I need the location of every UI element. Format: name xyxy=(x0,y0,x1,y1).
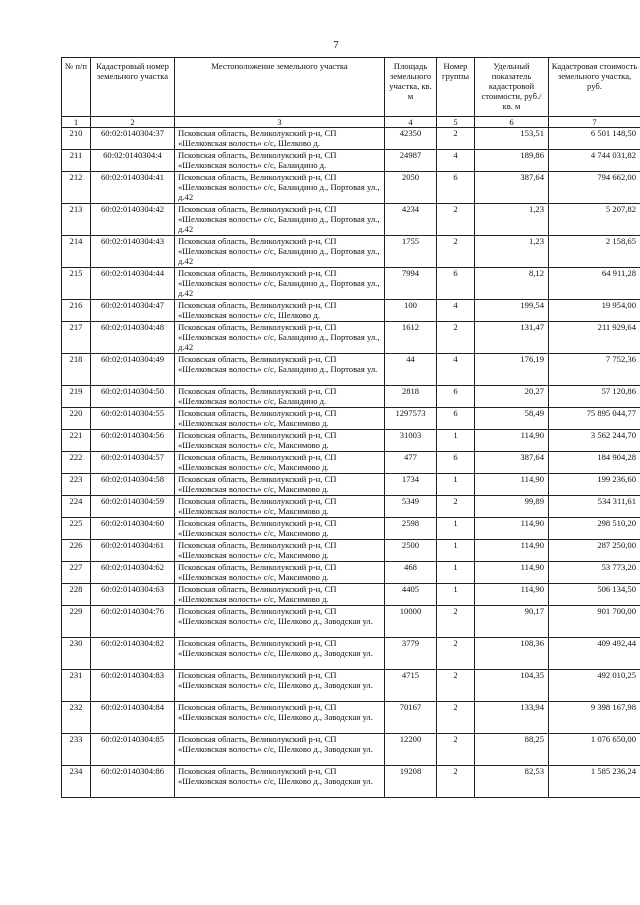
area: 468 xyxy=(385,562,437,584)
group-number: 2 xyxy=(437,638,475,670)
cadastral-cost: 3 562 244,70 xyxy=(549,430,640,452)
cadastral-number: 60:02:0140304:43 xyxy=(91,236,175,268)
unit-rate: 114,90 xyxy=(475,540,549,562)
cadastral-cost: 1 585 236,24 xyxy=(549,766,640,798)
unit-rate: 90,17 xyxy=(475,606,549,638)
row-number: 233 xyxy=(62,734,91,766)
group-number: 2 xyxy=(437,766,475,798)
group-number: 2 xyxy=(437,734,475,766)
unit-rate: 114,90 xyxy=(475,518,549,540)
area: 1734 xyxy=(385,474,437,496)
cadastral-cost: 57 120,86 xyxy=(549,386,640,408)
cadastral-cost: 287 250,00 xyxy=(549,540,640,562)
group-number: 2 xyxy=(437,702,475,734)
group-number: 4 xyxy=(437,300,475,322)
area: 24987 xyxy=(385,150,437,172)
cadastral-cost: 19 954,00 xyxy=(549,300,640,322)
unit-rate: 1,23 xyxy=(475,236,549,268)
header-unit-rate: Удельный показатель кадастровой стоимости, руб./кв. м xyxy=(475,58,549,117)
area: 1297573 xyxy=(385,408,437,430)
cadastral-cost: 298 510,20 xyxy=(549,518,640,540)
column-index-row xyxy=(62,117,640,128)
unit-rate: 387,64 xyxy=(475,452,549,474)
row-number: 227 xyxy=(62,562,91,584)
table-row xyxy=(62,584,640,606)
area: 7994 xyxy=(385,268,437,300)
location: Псковская область, Великолукский р-н, СП «Шелковская волость» с/с, Максимово д. xyxy=(175,496,385,518)
cadastral-cost: 1 076 650,00 xyxy=(549,734,640,766)
row-number: 226 xyxy=(62,540,91,562)
unit-rate: 114,90 xyxy=(475,430,549,452)
table-row xyxy=(62,518,640,540)
unit-rate: 99,89 xyxy=(475,496,549,518)
group-number: 2 xyxy=(437,670,475,702)
group-number: 2 xyxy=(437,128,475,150)
row-number: 221 xyxy=(62,430,91,452)
group-number: 2 xyxy=(437,322,475,354)
location: Псковская область, Великолукский р-н, СП «Шелковская волость» с/с, Шелково д., Заводская ул. xyxy=(175,702,385,734)
row-number: 215 xyxy=(62,268,91,300)
area: 31003 xyxy=(385,430,437,452)
location: Псковская область, Великолукский р-н, СП «Шелковская волость» с/с, Баландино д., Портовая ул., д.42 xyxy=(175,268,385,300)
location: Псковская область, Великолукский р-н, СП «Шелковская волость» с/с, Шелково д., Заводская ул. xyxy=(175,638,385,670)
cadastral-number: 60:02:0140304:85 xyxy=(91,734,175,766)
row-number: 211 xyxy=(62,150,91,172)
cadastral-cost: 2 158,65 xyxy=(549,236,640,268)
table-row xyxy=(62,540,640,562)
unit-rate: 104,35 xyxy=(475,670,549,702)
area: 10000 xyxy=(385,606,437,638)
cadastral-number: 60:02:0140304:83 xyxy=(91,670,175,702)
table-row xyxy=(62,496,640,518)
unit-rate: 199,54 xyxy=(475,300,549,322)
table-row xyxy=(62,204,640,236)
table-row xyxy=(62,268,640,300)
area: 42350 xyxy=(385,128,437,150)
column-index: 5 xyxy=(437,117,475,128)
cadastral-number: 60:02:0140304:55 xyxy=(91,408,175,430)
location: Псковская область, Великолукский р-н, СП «Шелковская волость» с/с, Баландино д., Портовая ул., д.42 xyxy=(175,204,385,236)
cadastral-cost: 184 904,28 xyxy=(549,452,640,474)
table-row xyxy=(62,300,640,322)
table-row xyxy=(62,128,640,150)
area: 4405 xyxy=(385,584,437,606)
group-number: 4 xyxy=(437,354,475,386)
unit-rate: 131,47 xyxy=(475,322,549,354)
location: Псковская область, Великолукский р-н, СП «Шелковская волость» с/с, Баландино д. xyxy=(175,386,385,408)
cadastral-number: 60:02:0140304:47 xyxy=(91,300,175,322)
cadastral-cost: 901 700,00 xyxy=(549,606,640,638)
area: 12200 xyxy=(385,734,437,766)
header-cadastral-cost: Кадастровая стоимость земельного участка, руб. xyxy=(549,58,640,117)
cadastral-number: 60:02:0140304:48 xyxy=(91,322,175,354)
table-row xyxy=(62,354,640,386)
table-row xyxy=(62,562,640,584)
location: Псковская область, Великолукский р-н, СП «Шелковская волость» с/с, Максимово д. xyxy=(175,452,385,474)
row-number: 234 xyxy=(62,766,91,798)
column-index: 6 xyxy=(475,117,549,128)
row-number: 212 xyxy=(62,172,91,204)
group-number: 2 xyxy=(437,204,475,236)
cadastral-cost: 75 895 044,77 xyxy=(549,408,640,430)
header-group: Номер группы xyxy=(437,58,475,117)
location: Псковская область, Великолукский р-н, СП «Шелковская волость» с/с, Максимово д. xyxy=(175,518,385,540)
unit-rate: 176,19 xyxy=(475,354,549,386)
unit-rate: 153,51 xyxy=(475,128,549,150)
row-number: 230 xyxy=(62,638,91,670)
area: 1755 xyxy=(385,236,437,268)
group-number: 2 xyxy=(437,236,475,268)
cadastral-number: 60:02:0140304:84 xyxy=(91,702,175,734)
table-row xyxy=(62,766,640,798)
cadastral-cost: 199 236,60 xyxy=(549,474,640,496)
cadastral-cost: 211 929,64 xyxy=(549,322,640,354)
cadastral-number: 60:02:0140304:44 xyxy=(91,268,175,300)
location: Псковская область, Великолукский р-н, СП «Шелковская волость» с/с, Баландино д. xyxy=(175,150,385,172)
location: Псковская область, Великолукский р-н, СП «Шелковская волость» с/с, Максимово д. xyxy=(175,430,385,452)
cadastral-number: 60:02:0140304:37 xyxy=(91,128,175,150)
unit-rate: 114,90 xyxy=(475,584,549,606)
location: Псковская область, Великолукский р-н, СП «Шелковская волость» с/с, Шелково д., Заводская ул. xyxy=(175,670,385,702)
location: Псковская область, Великолукский р-н, СП «Шелковская волость» с/с, Шелково д. xyxy=(175,300,385,322)
table-row xyxy=(62,150,640,172)
group-number: 6 xyxy=(437,268,475,300)
table-row xyxy=(62,408,640,430)
cadastral-cost: 794 662,00 xyxy=(549,172,640,204)
area: 44 xyxy=(385,354,437,386)
cadastral-number: 60:02:0140304:58 xyxy=(91,474,175,496)
land-valuation-table xyxy=(61,57,640,798)
location: Псковская область, Великолукский р-н, СП «Шелковская волость» с/с, Баландино д., Портовая ул., д.42 xyxy=(175,236,385,268)
row-number: 232 xyxy=(62,702,91,734)
row-number: 210 xyxy=(62,128,91,150)
cadastral-number: 60:02:0140304:42 xyxy=(91,204,175,236)
cadastral-cost: 7 752,36 xyxy=(549,354,640,386)
group-number: 6 xyxy=(437,408,475,430)
area: 5349 xyxy=(385,496,437,518)
area: 70167 xyxy=(385,702,437,734)
table-row xyxy=(62,670,640,702)
cadastral-number: 60:02:0140304:60 xyxy=(91,518,175,540)
cadastral-number: 60:02:0140304:62 xyxy=(91,562,175,584)
column-index: 1 xyxy=(62,117,91,128)
column-index: 4 xyxy=(385,117,437,128)
cadastral-number: 60:02:0140304:50 xyxy=(91,386,175,408)
table-row xyxy=(62,606,640,638)
location: Псковская область, Великолукский р-н, СП «Шелковская волость» с/с, Шелково д. xyxy=(175,128,385,150)
unit-rate: 108,36 xyxy=(475,638,549,670)
group-number: 6 xyxy=(437,386,475,408)
table-row xyxy=(62,734,640,766)
table-row xyxy=(62,452,640,474)
table-row xyxy=(62,430,640,452)
cadastral-number: 60:02:0140304:56 xyxy=(91,430,175,452)
location: Псковская область, Великолукский р-н, СП «Шелковская волость» с/с, Шелково д., Заводская ул. xyxy=(175,766,385,798)
location: Псковская область, Великолукский р-н, СП «Шелковская волость» с/с, Шелково д., Заводская ул. xyxy=(175,606,385,638)
row-number: 217 xyxy=(62,322,91,354)
location: Псковская область, Великолукский р-н, СП «Шелковская волость» с/с, Шелково д., Заводская ул. xyxy=(175,734,385,766)
row-number: 231 xyxy=(62,670,91,702)
header-num: № п/п xyxy=(62,58,91,117)
header-cadastral-number: Кадастровый номер земельного участка xyxy=(91,58,175,117)
cadastral-number: 60:02:0140304:41 xyxy=(91,172,175,204)
group-number: 1 xyxy=(437,584,475,606)
group-number: 1 xyxy=(437,518,475,540)
cadastral-number: 60:02:0140304:57 xyxy=(91,452,175,474)
column-index: 3 xyxy=(175,117,385,128)
group-number: 1 xyxy=(437,430,475,452)
row-number: 213 xyxy=(62,204,91,236)
table-row xyxy=(62,638,640,670)
unit-rate: 88,25 xyxy=(475,734,549,766)
location: Псковская область, Великолукский р-н, СП «Шелковская волость» с/с, Максимово д. xyxy=(175,540,385,562)
cadastral-cost: 6 501 148,50 xyxy=(549,128,640,150)
row-number: 225 xyxy=(62,518,91,540)
area: 2818 xyxy=(385,386,437,408)
header-row xyxy=(62,58,640,117)
area: 2050 xyxy=(385,172,437,204)
area: 477 xyxy=(385,452,437,474)
header-area: Площадь земельного участка, кв. м xyxy=(385,58,437,117)
header-location: Местоположение земельного участка xyxy=(175,58,385,117)
row-number: 222 xyxy=(62,452,91,474)
table-row xyxy=(62,172,640,204)
group-number: 1 xyxy=(437,540,475,562)
row-number: 218 xyxy=(62,354,91,386)
table-body xyxy=(62,128,640,798)
cadastral-number: 60:02:0140304:61 xyxy=(91,540,175,562)
area: 1612 xyxy=(385,322,437,354)
cadastral-cost: 53 773,20 xyxy=(549,562,640,584)
cadastral-number: 60:02:0140304:59 xyxy=(91,496,175,518)
group-number: 1 xyxy=(437,474,475,496)
unit-rate: 133,94 xyxy=(475,702,549,734)
cadastral-cost: 4 744 031,82 xyxy=(549,150,640,172)
cadastral-number: 60:02:0140304:76 xyxy=(91,606,175,638)
row-number: 220 xyxy=(62,408,91,430)
column-index: 2 xyxy=(91,117,175,128)
location: Псковская область, Великолукский р-н, СП «Шелковская волость» с/с, Максимово д. xyxy=(175,562,385,584)
row-number: 214 xyxy=(62,236,91,268)
table-row xyxy=(62,386,640,408)
table-row xyxy=(62,236,640,268)
row-number: 228 xyxy=(62,584,91,606)
location: Псковская область, Великолукский р-н, СП «Шелковская волость» с/с, Баландино д., Портовая ул., д.42 xyxy=(175,172,385,204)
cadastral-number: 60:02:0140304:86 xyxy=(91,766,175,798)
unit-rate: 58,49 xyxy=(475,408,549,430)
row-number: 223 xyxy=(62,474,91,496)
cadastral-cost: 409 492,44 xyxy=(549,638,640,670)
table-row xyxy=(62,474,640,496)
cadastral-number: 60:02:0140304:82 xyxy=(91,638,175,670)
area: 4715 xyxy=(385,670,437,702)
location: Псковская область, Великолукский р-н, СП «Шелковская волость» с/с, Максимово д. xyxy=(175,584,385,606)
row-number: 229 xyxy=(62,606,91,638)
unit-rate: 8,12 xyxy=(475,268,549,300)
cadastral-cost: 5 207,82 xyxy=(549,204,640,236)
unit-rate: 189,86 xyxy=(475,150,549,172)
cadastral-cost: 534 311,61 xyxy=(549,496,640,518)
column-index: 7 xyxy=(549,117,640,128)
unit-rate: 387,64 xyxy=(475,172,549,204)
row-number: 224 xyxy=(62,496,91,518)
cadastral-cost: 492 010,25 xyxy=(549,670,640,702)
area: 19208 xyxy=(385,766,437,798)
location: Псковская область, Великолукский р-н, СП «Шелковская волость» с/с, Максимово д. xyxy=(175,408,385,430)
cadastral-cost: 506 134,50 xyxy=(549,584,640,606)
unit-rate: 20,27 xyxy=(475,386,549,408)
unit-rate: 114,90 xyxy=(475,474,549,496)
group-number: 1 xyxy=(437,562,475,584)
cadastral-cost: 9 398 167,98 xyxy=(549,702,640,734)
page-number: 7 xyxy=(333,39,339,51)
table-row xyxy=(62,322,640,354)
group-number: 2 xyxy=(437,496,475,518)
group-number: 2 xyxy=(437,606,475,638)
area: 2598 xyxy=(385,518,437,540)
cadastral-number: 60:02:0140304:49 xyxy=(91,354,175,386)
location: Псковская область, Великолукский р-н, СП «Шелковская волость» с/с, Максимово д. xyxy=(175,474,385,496)
area: 2500 xyxy=(385,540,437,562)
location: Псковская область, Великолукский р-н, СП «Шелковская волость» с/с, Баландино д., Портовая ул., д.42 xyxy=(175,322,385,354)
group-number: 6 xyxy=(437,452,475,474)
unit-rate: 114,90 xyxy=(475,562,549,584)
unit-rate: 1,23 xyxy=(475,204,549,236)
row-number: 219 xyxy=(62,386,91,408)
location: Псковская область, Великолукский р-н, СП «Шелковская волость» с/с, Баландино д., Портовая ул. xyxy=(175,354,385,386)
cadastral-number: 60:02:0140304:63 xyxy=(91,584,175,606)
group-number: 4 xyxy=(437,150,475,172)
group-number: 6 xyxy=(437,172,475,204)
area: 3779 xyxy=(385,638,437,670)
table-row xyxy=(62,702,640,734)
row-number: 216 xyxy=(62,300,91,322)
area: 100 xyxy=(385,300,437,322)
area: 4234 xyxy=(385,204,437,236)
cadastral-number: 60:02:0140304:4 xyxy=(91,150,175,172)
cadastral-cost: 64 911,28 xyxy=(549,268,640,300)
unit-rate: 82,53 xyxy=(475,766,549,798)
